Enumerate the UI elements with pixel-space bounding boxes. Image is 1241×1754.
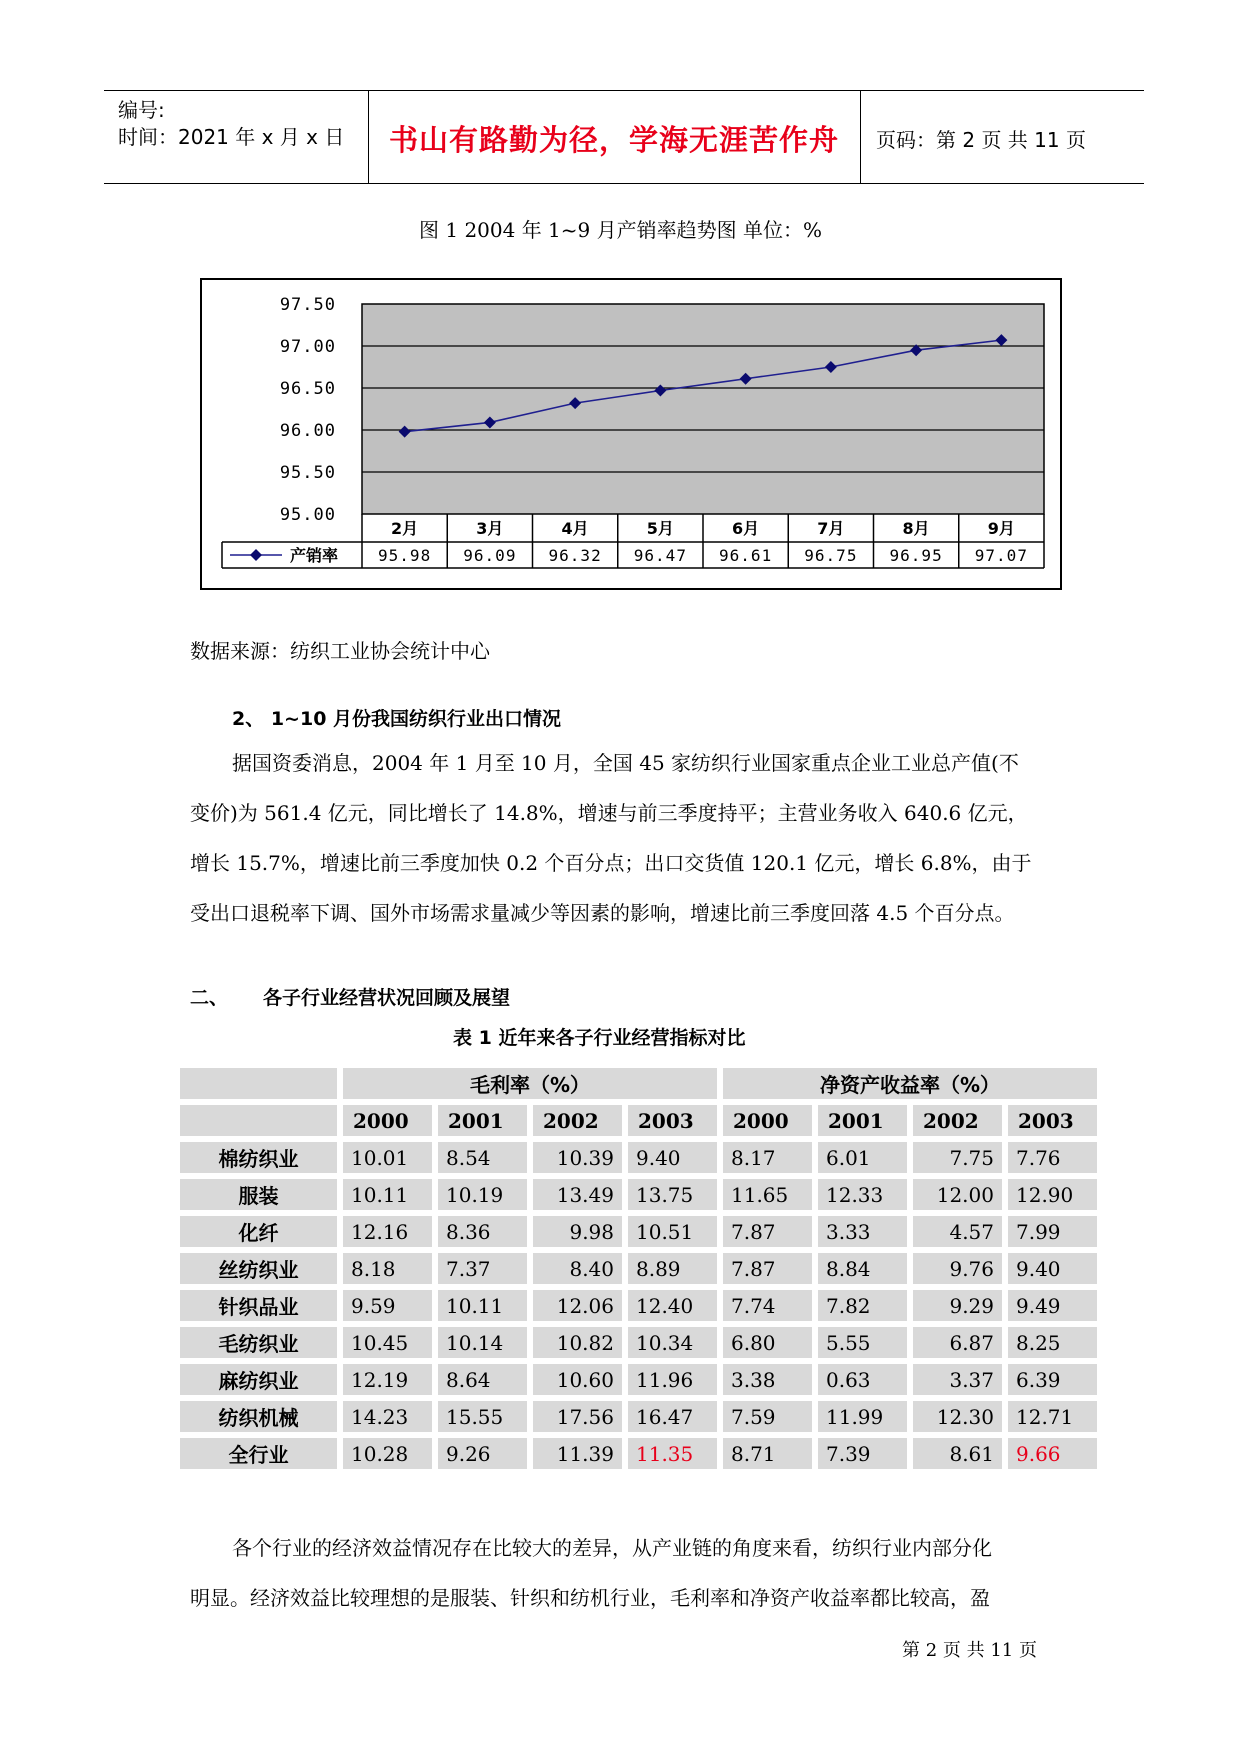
table-cell: 9.98 xyxy=(533,1216,622,1247)
header-divider-right xyxy=(860,90,861,184)
table-row xyxy=(180,1253,1097,1284)
paragraph-line: 据国资委消息，2004 年 1 月至 10 月，全国 45 家纺织行业国家重点企业工业总产值(不 xyxy=(232,751,1019,775)
plot-area xyxy=(362,304,1044,514)
table-cell: 10.11 xyxy=(438,1290,527,1321)
row-label: 棉纺织业 xyxy=(180,1142,337,1173)
table-body xyxy=(180,1142,1097,1469)
table-cell: 3.37 xyxy=(913,1364,1002,1395)
header-page-label: 页码：第 2 页 共 11 页 xyxy=(876,128,1086,152)
table-cell: 12.71 xyxy=(1008,1401,1097,1432)
x-tick-label: 2月 xyxy=(391,519,419,538)
table-cell: 10.28 xyxy=(343,1438,432,1469)
table-row xyxy=(180,1438,1097,1469)
row-label: 麻纺织业 xyxy=(180,1364,337,1395)
table-cell: 9.49 xyxy=(1008,1290,1097,1321)
table-row xyxy=(180,1179,1097,1210)
data-label: 96.61 xyxy=(719,546,773,565)
y-tick-label: 97.00 xyxy=(279,337,336,357)
x-tick-label: 8月 xyxy=(902,519,930,538)
y-tick-label: 97.50 xyxy=(279,295,336,315)
paragraph-analysis xyxy=(190,1523,1068,1623)
table-cell: 7.87 xyxy=(723,1253,812,1284)
source-note: 数据来源：纺织工业协会统计中心 xyxy=(190,639,490,663)
table-row xyxy=(180,1216,1097,1247)
header-time-label: 时间：2021 年 x 月 x 日 xyxy=(118,125,345,149)
table-cell: 10.11 xyxy=(343,1179,432,1210)
table-corner-cell xyxy=(180,1068,337,1099)
table-cell: 9.26 xyxy=(438,1438,527,1469)
table-cell: 12.90 xyxy=(1008,1179,1097,1210)
data-label: 96.09 xyxy=(463,546,517,565)
table-cell: 3.38 xyxy=(723,1364,812,1395)
data-label: 95.98 xyxy=(378,546,432,565)
x-tick-label: 7月 xyxy=(817,519,845,538)
table-cell: 7.76 xyxy=(1008,1142,1097,1173)
year-header: 2001 xyxy=(818,1105,907,1136)
row-label: 丝纺织业 xyxy=(180,1253,337,1284)
table-cell: 12.00 xyxy=(913,1179,1002,1210)
row-label: 纺织机械 xyxy=(180,1401,337,1432)
data-label: 96.47 xyxy=(633,546,687,565)
legend-marker-icon xyxy=(250,549,262,561)
table-cell: 8.40 xyxy=(533,1253,622,1284)
row-label: 全行业 xyxy=(180,1438,337,1469)
row-label: 针织品业 xyxy=(180,1290,337,1321)
table-cell: 11.35 xyxy=(628,1438,717,1469)
table-cell: 7.74 xyxy=(723,1290,812,1321)
table-cell: 9.40 xyxy=(628,1142,717,1173)
group-header-gross-margin: 毛利率（%） xyxy=(343,1068,717,1099)
table-cell: 7.59 xyxy=(723,1401,812,1432)
x-tick-label: 9月 xyxy=(987,519,1015,538)
table-cell: 9.66 xyxy=(1008,1438,1097,1469)
table-cell: 12.19 xyxy=(343,1364,432,1395)
table-cell: 13.75 xyxy=(628,1179,717,1210)
table-title: 表 1 近年来各子行业经营指标对比 xyxy=(453,1027,746,1049)
table-row xyxy=(180,1327,1097,1358)
table-cell: 10.45 xyxy=(343,1327,432,1358)
section-number: 二、 xyxy=(190,987,229,1009)
table-cell: 12.30 xyxy=(913,1401,1002,1432)
table-cell: 7.75 xyxy=(913,1142,1002,1173)
table-cell: 8.18 xyxy=(343,1253,432,1284)
table-cell: 8.25 xyxy=(1008,1327,1097,1358)
table-cell: 11.99 xyxy=(818,1401,907,1432)
industry-indicator-table xyxy=(174,1062,1103,1475)
year-header: 2001 xyxy=(438,1105,527,1136)
row-label: 毛纺织业 xyxy=(180,1327,337,1358)
table-cell: 9.29 xyxy=(913,1290,1002,1321)
header-bottom-rule xyxy=(104,183,1144,184)
table-cell: 4.57 xyxy=(913,1216,1002,1247)
page-footer: 第 2 页 共 11 页 xyxy=(902,1640,1037,1661)
table-row xyxy=(180,1142,1097,1173)
table-cell: 8.17 xyxy=(723,1142,812,1173)
table-cell: 10.51 xyxy=(628,1216,717,1247)
table-cell: 10.60 xyxy=(533,1364,622,1395)
y-tick-label: 96.00 xyxy=(279,421,336,441)
table-year-header-row xyxy=(180,1105,1097,1136)
table-cell: 10.19 xyxy=(438,1179,527,1210)
y-tick-label: 96.50 xyxy=(279,379,336,399)
paragraph-export xyxy=(190,738,1068,938)
table-cell: 12.33 xyxy=(818,1179,907,1210)
y-tick-label: 95.00 xyxy=(279,505,336,525)
year-header: 2003 xyxy=(1008,1105,1097,1136)
x-tick-label: 6月 xyxy=(732,519,760,538)
table-cell: 6.80 xyxy=(723,1327,812,1358)
table-cell: 8.71 xyxy=(723,1438,812,1469)
year-header: 2003 xyxy=(628,1105,717,1136)
table-cell: 7.82 xyxy=(818,1290,907,1321)
legend-label: 产销率 xyxy=(290,546,339,565)
table-cell: 6.01 xyxy=(818,1142,907,1173)
table-cell: 7.37 xyxy=(438,1253,527,1284)
table-cell: 10.39 xyxy=(533,1142,622,1173)
y-tick-label: 95.50 xyxy=(279,463,336,483)
table-cell: 11.39 xyxy=(533,1438,622,1469)
header-motto: 书山有路勤为径，学海无涯苦作舟 xyxy=(388,123,839,157)
table-cell: 17.56 xyxy=(533,1401,622,1432)
table-cell: 7.39 xyxy=(818,1438,907,1469)
section-2-heading: 2、 1~10 月份我国纺织行业出口情况 xyxy=(232,708,562,730)
table-cell: 10.34 xyxy=(628,1327,717,1358)
table-cell: 8.84 xyxy=(818,1253,907,1284)
year-header: 2000 xyxy=(343,1105,432,1136)
header-number-label: 编号: xyxy=(118,98,165,122)
table-cell: 10.01 xyxy=(343,1142,432,1173)
header-divider-left xyxy=(368,90,369,184)
table-cell: 3.33 xyxy=(818,1216,907,1247)
table-cell: 8.36 xyxy=(438,1216,527,1247)
paragraph-line: 增长 15.7%，增速比前三季度加快 0.2 个百分点；出口交货值 120.1 亿元，增长 6.8%，由于 xyxy=(190,851,1032,875)
table-cell: 10.14 xyxy=(438,1327,527,1358)
header-top-rule xyxy=(104,90,1144,91)
data-label: 96.75 xyxy=(804,546,858,565)
data-label: 96.32 xyxy=(548,546,602,565)
table-cell: 9.40 xyxy=(1008,1253,1097,1284)
year-header: 2002 xyxy=(533,1105,622,1136)
table-cell: 11.96 xyxy=(628,1364,717,1395)
table-group-header-row xyxy=(180,1068,1097,1099)
table-cell: 13.49 xyxy=(533,1179,622,1210)
paragraph-line: 变价)为 561.4 亿元，同比增长了 14.8%，增速与前三季度持平；主营业务收入 640.6 亿元， xyxy=(190,801,1028,825)
paragraph-line: 明显。经济效益比较理想的是服装、针织和纺机行业，毛利率和净资产收益率都比较高，盈 xyxy=(190,1586,990,1610)
table-cell: 0.63 xyxy=(818,1364,907,1395)
table-cell: 6.87 xyxy=(913,1327,1002,1358)
group-header-roe: 净资产收益率（%） xyxy=(723,1068,1097,1099)
table-cell: 16.47 xyxy=(628,1401,717,1432)
data-label: 97.07 xyxy=(974,546,1028,565)
x-tick-label: 4月 xyxy=(561,519,589,538)
table-cell: 6.39 xyxy=(1008,1364,1097,1395)
section-title: 各子行业经营状况回顾及展望 xyxy=(263,987,511,1009)
table-cell: 10.82 xyxy=(533,1327,622,1358)
table-cell: 12.16 xyxy=(343,1216,432,1247)
x-tick-label: 3月 xyxy=(476,519,504,538)
table-row xyxy=(180,1401,1097,1432)
table-cell: 8.64 xyxy=(438,1364,527,1395)
x-tick-label: 5月 xyxy=(646,519,674,538)
table-cell: 8.54 xyxy=(438,1142,527,1173)
table-cell: 7.87 xyxy=(723,1216,812,1247)
table-cell: 12.40 xyxy=(628,1290,717,1321)
data-label: 96.95 xyxy=(889,546,943,565)
year-header: 2000 xyxy=(723,1105,812,1136)
paragraph-line: 各个行业的经济效益情况存在比较大的差异，从产业链的角度来看，纺织行业内部分化 xyxy=(232,1536,992,1560)
table-cell: 11.65 xyxy=(723,1179,812,1210)
table-row xyxy=(180,1364,1097,1395)
production-sales-rate-chart xyxy=(202,280,1060,588)
table-cell: 14.23 xyxy=(343,1401,432,1432)
figure-caption: 图 1 2004 年 1~9 月产销率趋势图 单位：% xyxy=(419,218,822,242)
table-cell: 8.89 xyxy=(628,1253,717,1284)
table-row xyxy=(180,1290,1097,1321)
table-cell: 5.55 xyxy=(818,1327,907,1358)
paragraph-line: 受出口退税率下调、国外市场需求量减少等因素的影响，增速比前三季度回落 4.5 个百分点。 xyxy=(190,901,1015,925)
table-corner-cell xyxy=(180,1105,337,1136)
table-cell: 7.99 xyxy=(1008,1216,1097,1247)
year-header: 2002 xyxy=(913,1105,1002,1136)
row-label: 化纤 xyxy=(180,1216,337,1247)
table-cell: 15.55 xyxy=(438,1401,527,1432)
table-cell: 12.06 xyxy=(533,1290,622,1321)
table-cell: 8.61 xyxy=(913,1438,1002,1469)
table-cell: 9.59 xyxy=(343,1290,432,1321)
table-cell: 9.76 xyxy=(913,1253,1002,1284)
chart-frame xyxy=(200,278,1062,590)
row-label: 服装 xyxy=(180,1179,337,1210)
